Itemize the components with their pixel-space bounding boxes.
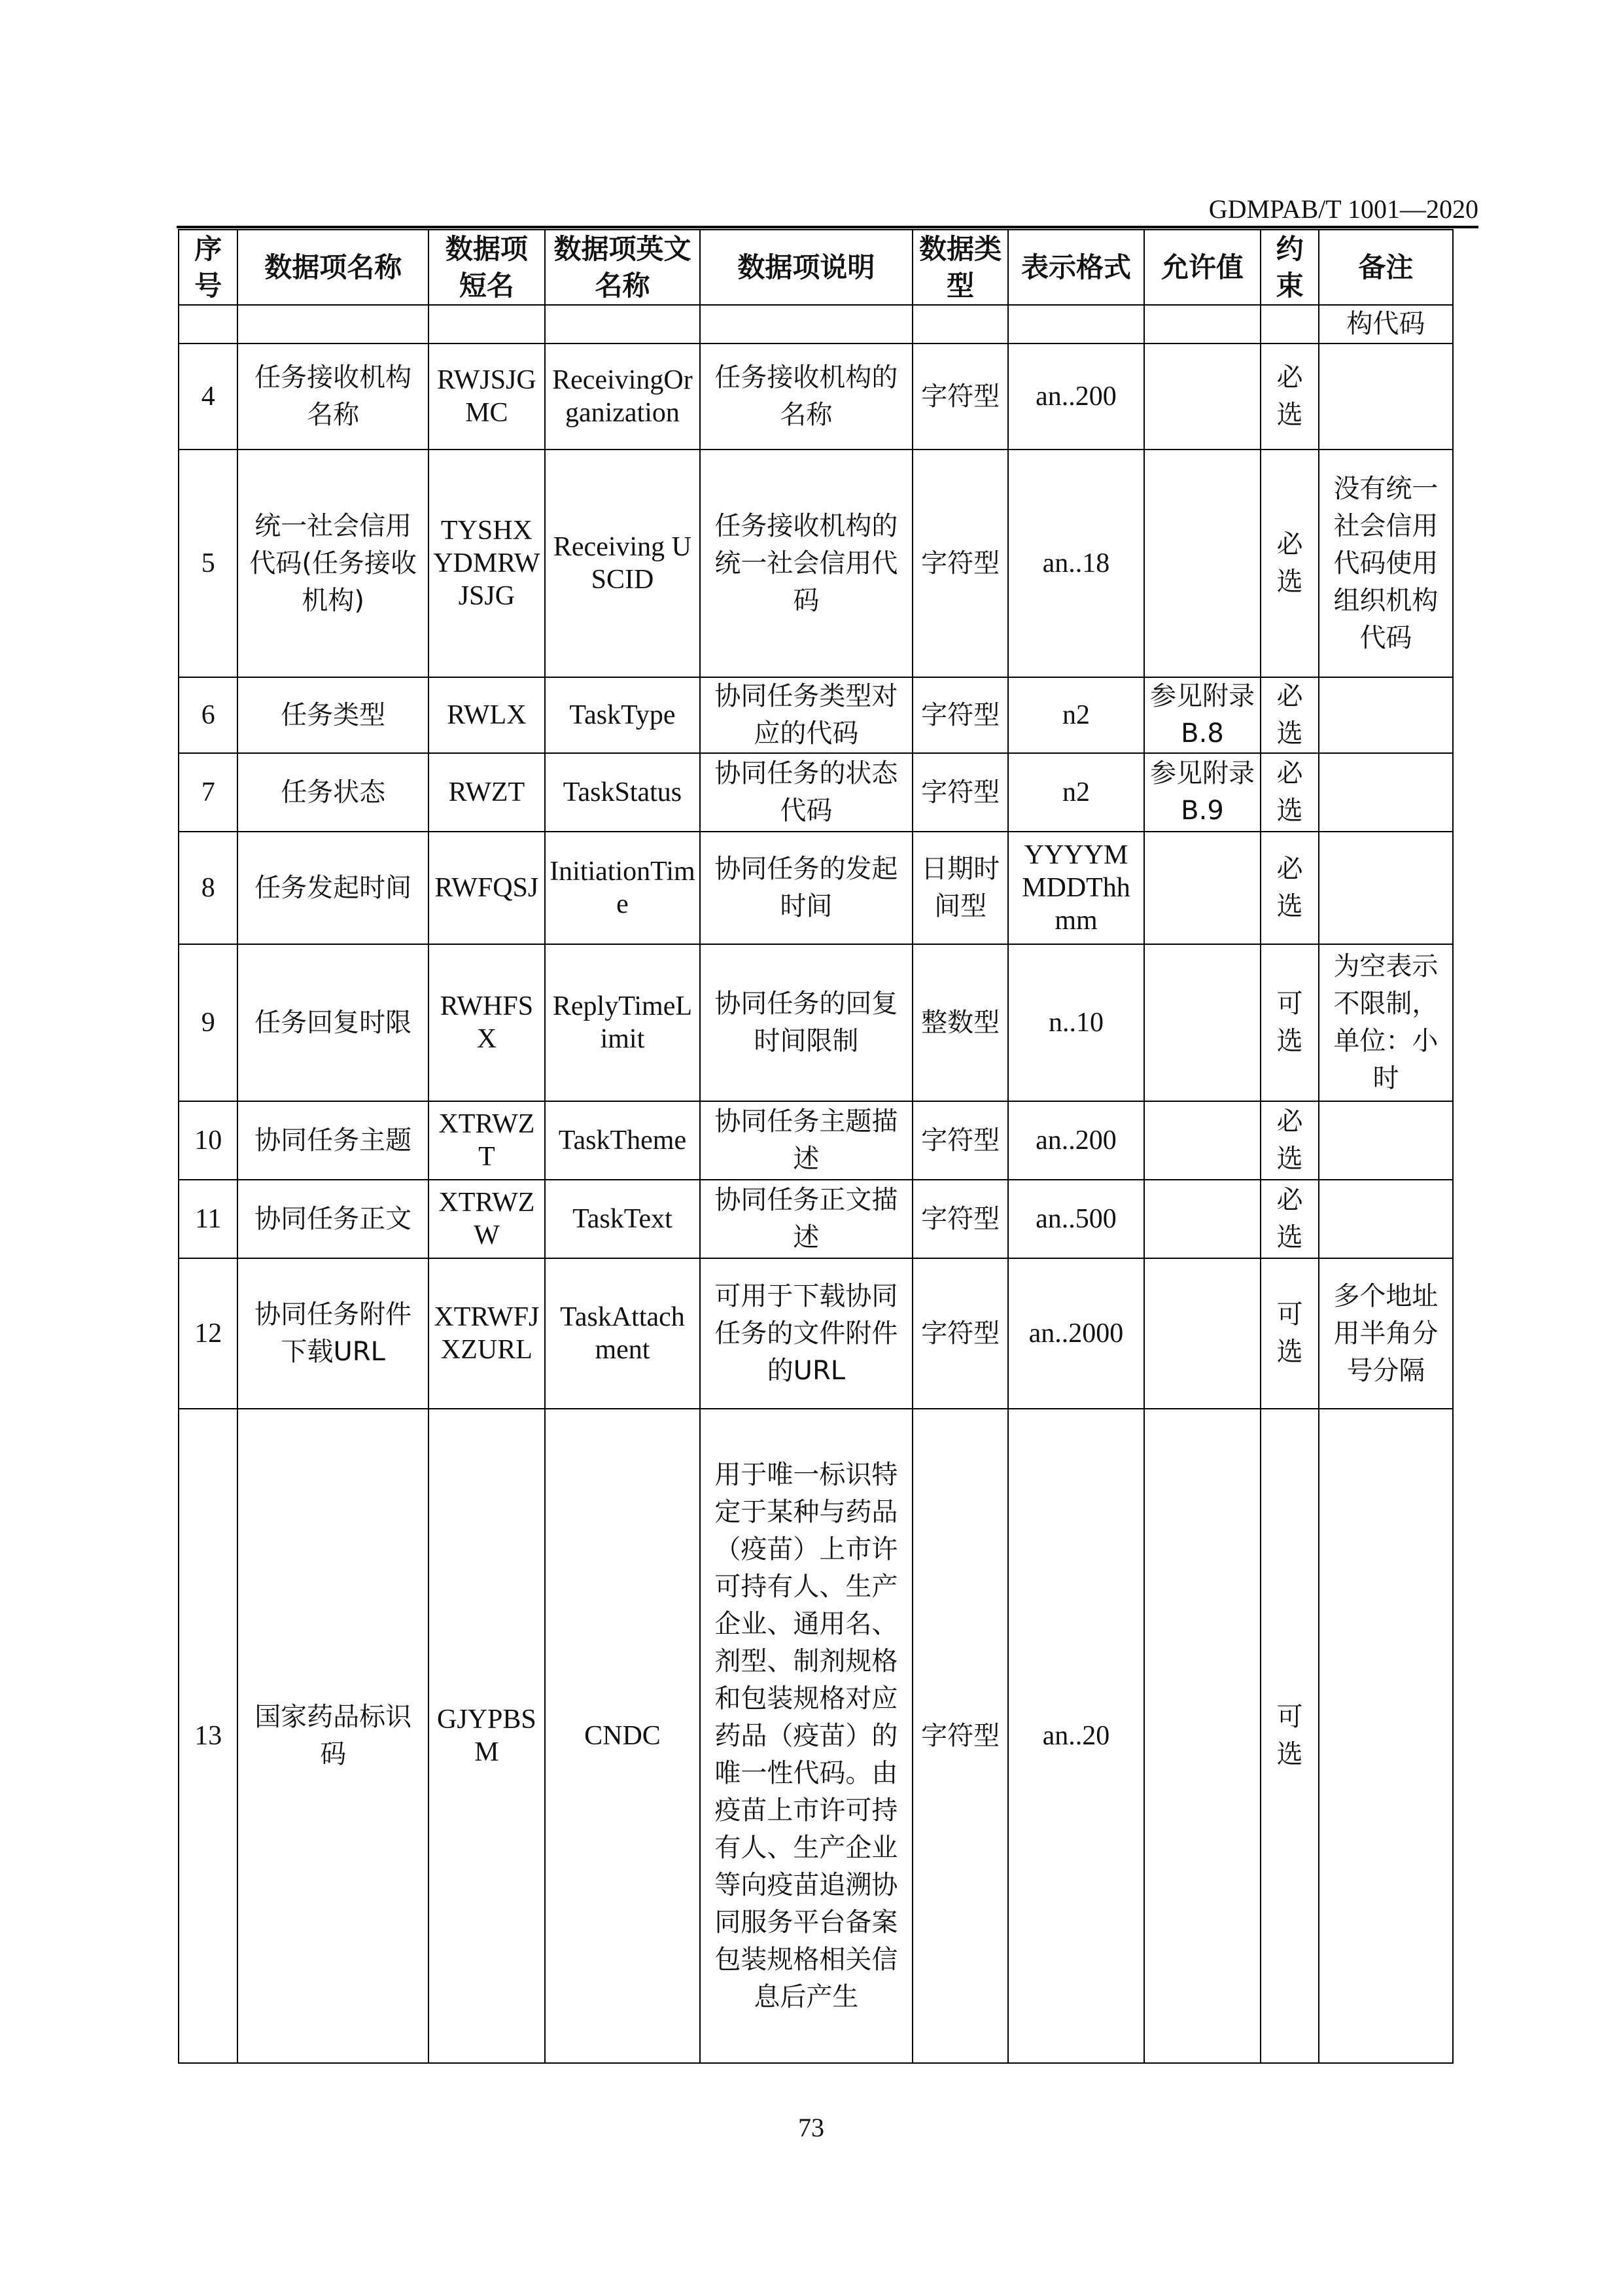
table-row	[179, 753, 1453, 832]
item-english-name: TaskStatus	[545, 753, 700, 832]
item-description: 任务接收机构的名称	[700, 344, 913, 450]
table-header-row	[179, 230, 1453, 305]
item-description: 协同任务主题描述	[700, 1101, 913, 1180]
item-name: 任务回复时限	[237, 944, 428, 1101]
item-english-name: Receiving USCID	[545, 450, 700, 677]
item-description: 协同任务正文描述	[700, 1180, 913, 1258]
item-english-name: TaskAttachment	[545, 1258, 700, 1409]
item-format: an..20	[1008, 1409, 1143, 2063]
item-data-type: 字符型	[913, 1258, 1009, 1409]
row-number: 5	[179, 450, 237, 677]
document-code: GDMPAB/T 1001—2020	[1208, 194, 1478, 224]
item-short-name: RWJSJGMC	[428, 344, 545, 450]
col-header: 数据项英文名称	[545, 230, 700, 305]
item-description: 可用于下载协同任务的文件附件的URL	[700, 1258, 913, 1409]
table-row	[179, 344, 1453, 450]
item-allowed-values: 参见附录B.8	[1144, 677, 1261, 753]
item-allowed-values	[1144, 1101, 1261, 1180]
item-description: 协同任务的回复时间限制	[700, 944, 913, 1101]
item-short-name: RWLX	[428, 677, 545, 753]
item-allowed-values	[1144, 944, 1261, 1101]
table-row	[179, 450, 1453, 677]
item-english-name: CNDC	[545, 1409, 700, 2063]
item-data-type: 字符型	[913, 1409, 1009, 2063]
col-header: 序号	[179, 230, 237, 305]
col-header: 数据项说明	[700, 230, 913, 305]
item-allowed-values	[1144, 832, 1261, 944]
item-data-type: 字符型	[913, 753, 1009, 832]
item-format: an..2000	[1008, 1258, 1143, 1409]
item-format: an..200	[1008, 1101, 1143, 1180]
note-cell: 构代码	[1319, 305, 1453, 344]
col-header: 表示格式	[1008, 230, 1143, 305]
col-header: 约束	[1261, 230, 1318, 305]
item-allowed-values	[1144, 450, 1261, 677]
item-constraint: 必选	[1261, 753, 1318, 832]
item-description: 用于唯一标识特定于某种与药品（疫苗）上市许可持有人、生产企业、通用名、剂型、制剂规格和包装规格对应药品（疫苗）的唯一性代码。由疫苗上市许可持有人、生产企业等向疫苗追溯协同服务平台备案包装规格相关信息后产生	[700, 1409, 913, 2063]
item-english-name: TaskText	[545, 1180, 700, 1258]
col-header: 备注	[1319, 230, 1453, 305]
item-name: 协同任务正文	[237, 1180, 428, 1258]
item-data-type: 字符型	[913, 344, 1009, 450]
col-header: 数据项短名	[428, 230, 545, 305]
item-name: 任务类型	[237, 677, 428, 753]
item-note	[1319, 344, 1453, 450]
item-format: an..18	[1008, 450, 1143, 677]
item-description: 任务接收机构的统一社会信用代码	[700, 450, 913, 677]
table-row	[179, 677, 1453, 753]
item-name: 协同任务主题	[237, 1101, 428, 1180]
item-format: n2	[1008, 677, 1143, 753]
item-english-name: TaskType	[545, 677, 700, 753]
item-constraint: 可选	[1261, 1409, 1318, 2063]
data-item-table	[178, 229, 1454, 2064]
item-constraint: 可选	[1261, 944, 1318, 1101]
item-constraint: 必选	[1261, 832, 1318, 944]
table-row	[179, 944, 1453, 1101]
item-constraint: 必选	[1261, 344, 1318, 450]
item-allowed-values	[1144, 1258, 1261, 1409]
table-row-continued	[179, 305, 1453, 344]
item-short-name: GJYPBSM	[428, 1409, 545, 2063]
item-data-type: 字符型	[913, 1101, 1009, 1180]
item-allowed-values	[1144, 1180, 1261, 1258]
item-format: an..500	[1008, 1180, 1143, 1258]
item-short-name: RWFQSJ	[428, 832, 545, 944]
item-description: 协同任务类型对应的代码	[700, 677, 913, 753]
item-short-name: RWZT	[428, 753, 545, 832]
table-row	[179, 1101, 1453, 1180]
item-short-name: XTRWZT	[428, 1101, 545, 1180]
item-format: n2	[1008, 753, 1143, 832]
item-constraint: 必选	[1261, 450, 1318, 677]
item-note	[1319, 1180, 1453, 1258]
item-constraint: 必选	[1261, 1101, 1318, 1180]
item-name: 协同任务附件下载URL	[237, 1258, 428, 1409]
item-constraint: 必选	[1261, 677, 1318, 753]
table-row	[179, 1180, 1453, 1258]
item-name: 任务接收机构名称	[237, 344, 428, 450]
item-name: 任务发起时间	[237, 832, 428, 944]
item-allowed-values	[1144, 344, 1261, 450]
item-english-name: InitiationTime	[545, 832, 700, 944]
item-format: YYYYMMDDThhmm	[1008, 832, 1143, 944]
row-number: 10	[179, 1101, 237, 1180]
item-name: 国家药品标识码	[237, 1409, 428, 2063]
row-number: 8	[179, 832, 237, 944]
item-allowed-values	[1144, 1409, 1261, 2063]
item-data-type: 字符型	[913, 1180, 1009, 1258]
item-data-type: 字符型	[913, 450, 1009, 677]
item-note	[1319, 1409, 1453, 2063]
row-number: 11	[179, 1180, 237, 1258]
item-short-name: XTRWZW	[428, 1180, 545, 1258]
row-number: 9	[179, 944, 237, 1101]
table-row	[179, 1409, 1453, 2063]
item-name: 任务状态	[237, 753, 428, 832]
item-constraint: 可选	[1261, 1258, 1318, 1409]
item-description: 协同任务的发起时间	[700, 832, 913, 944]
item-allowed-values: 参见附录B.9	[1144, 753, 1261, 832]
col-header: 允许值	[1144, 230, 1261, 305]
item-english-name: ReplyTimeLimit	[545, 944, 700, 1101]
col-header: 数据类型	[913, 230, 1009, 305]
header-rule	[177, 226, 1478, 228]
item-format: an..200	[1008, 344, 1143, 450]
item-name: 统一社会信用代码(任务接收机构)	[237, 450, 428, 677]
item-data-type: 整数型	[913, 944, 1009, 1101]
item-data-type: 字符型	[913, 677, 1009, 753]
item-format: n..10	[1008, 944, 1143, 1101]
item-note	[1319, 677, 1453, 753]
table-row	[179, 832, 1453, 944]
item-data-type: 日期时间型	[913, 832, 1009, 944]
item-note	[1319, 753, 1453, 832]
row-number: 12	[179, 1258, 237, 1409]
item-note: 为空表示不限制，单位：小时	[1319, 944, 1453, 1101]
table-row	[179, 1258, 1453, 1409]
page-number: 73	[798, 2113, 824, 2142]
item-constraint: 必选	[1261, 1180, 1318, 1258]
row-number: 4	[179, 344, 237, 450]
col-header: 数据项名称	[237, 230, 428, 305]
item-english-name: TaskTheme	[545, 1101, 700, 1180]
item-english-name: ReceivingOrganization	[545, 344, 700, 450]
item-description: 协同任务的状态代码	[700, 753, 913, 832]
item-short-name: TYSHXYDMRWJSJG	[428, 450, 545, 677]
row-number: 7	[179, 753, 237, 832]
item-short-name: RWHFSX	[428, 944, 545, 1101]
item-note	[1319, 832, 1453, 944]
item-note: 多个地址用半角分号分隔	[1319, 1258, 1453, 1409]
row-number: 13	[179, 1409, 237, 2063]
row-number: 6	[179, 677, 237, 753]
item-note	[1319, 1101, 1453, 1180]
item-note: 没有统一社会信用代码使用组织机构代码	[1319, 450, 1453, 677]
item-short-name: XTRWFJXZURL	[428, 1258, 545, 1409]
